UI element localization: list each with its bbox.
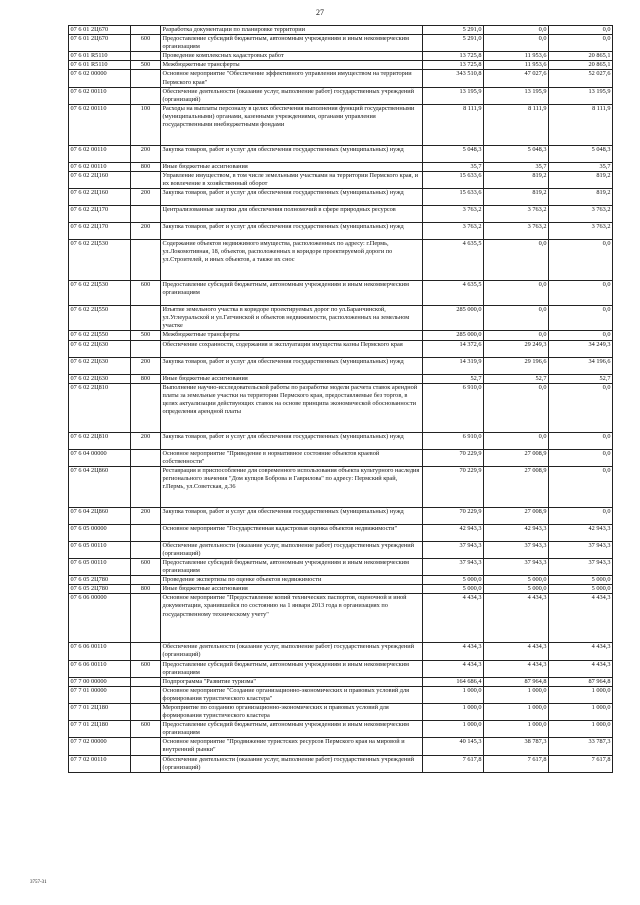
item-name: Обеспечение сохранности, содержания и эксплуатации имущества казны Пермского края <box>161 340 423 357</box>
item-name: Предоставление субсидий бюджетным, автономным учреждениям и иным некоммерческим организациям <box>161 35 423 52</box>
expense-type-code <box>131 643 161 660</box>
target-article-code: 07 6 04 2Ц860 <box>69 507 131 524</box>
target-article-code: 07 6 02 2Ц550 <box>69 306 131 331</box>
target-article-code: 07 6 02 2Ц170 <box>69 206 131 223</box>
expense-type-code: 200 <box>131 189 161 206</box>
amount-year-2: 42 943,3 <box>484 524 549 541</box>
amount-year-2: 1 000,0 <box>484 721 549 738</box>
amount-year-1: 4 434,3 <box>423 594 484 643</box>
target-article-code: 07 7 02 00110 <box>69 755 131 772</box>
table-row <box>69 162 613 171</box>
amount-year-3: 87 964,8 <box>549 677 613 686</box>
target-article-code: 07 6 02 00110 <box>69 162 131 171</box>
amount-year-3: 42 943,3 <box>549 524 613 541</box>
amount-year-2: 0,0 <box>484 432 549 449</box>
amount-year-1: 15 633,6 <box>423 171 484 188</box>
amount-year-1: 14 372,6 <box>423 340 484 357</box>
amount-year-2: 29 249,3 <box>484 340 549 357</box>
expense-type-code: 200 <box>131 357 161 374</box>
expense-type-code: 600 <box>131 558 161 575</box>
amount-year-1: 70 229,9 <box>423 507 484 524</box>
table-row <box>69 594 613 643</box>
amount-year-3: 37 943,3 <box>549 541 613 558</box>
item-name: Иные бюджетные ассигнования <box>161 585 423 594</box>
amount-year-1: 164 686,4 <box>423 677 484 686</box>
target-article-code: 07 7 01 00000 <box>69 686 131 703</box>
amount-year-1: 3 763,2 <box>423 206 484 223</box>
amount-year-2: 0,0 <box>484 306 549 331</box>
item-name: Изъятие земельного участка в коридоре проектируемых дорог по ул.Баранчинской, ул.Углеуральской и ул.Гатчинской и объектов недвижимости, расположенных на земельном участке <box>161 306 423 331</box>
item-name: Выполнение научно-исследовательской работы по разработке модели расчета ставок арендной платы за земельные участки на территории Пермского края, предоставляемые без торгов, в целях актуализации действующих ставок на основе принципа экономической обоснованности определения арендной платы <box>161 383 423 432</box>
expense-type-code <box>131 306 161 331</box>
amount-year-1: 285 000,0 <box>423 331 484 340</box>
amount-year-1: 343 510,8 <box>423 70 484 87</box>
amount-year-2: 38 787,3 <box>484 738 549 755</box>
item-name: Основное мероприятие "Продвижение туристских ресурсов Пермского края на мировой и внутренний рынки" <box>161 738 423 755</box>
table-row <box>69 61 613 70</box>
table-row <box>69 507 613 524</box>
amount-year-1: 70 229,9 <box>423 449 484 466</box>
amount-year-2: 0,0 <box>484 331 549 340</box>
table-row <box>69 35 613 52</box>
item-name: Закупка товаров, работ и услуг для обеспечения государственных (муниципальных) нужд <box>161 357 423 374</box>
amount-year-2: 37 943,3 <box>484 558 549 575</box>
item-name: Проведение комплексных кадастровых работ <box>161 52 423 61</box>
expense-type-code <box>131 206 161 223</box>
budget-table-body <box>69 26 613 773</box>
target-article-code: 07 6 02 2Ц160 <box>69 171 131 188</box>
item-name: Закупка товаров, работ и услуг для обеспечения государственных (муниципальных) нужд <box>161 189 423 206</box>
amount-year-2: 4 434,3 <box>484 594 549 643</box>
amount-year-1: 1 000,0 <box>423 686 484 703</box>
amount-year-3: 0,0 <box>549 383 613 432</box>
expense-type-code <box>131 576 161 585</box>
item-name: Основное мероприятие "Приведение в нормативное состояние объектов краевой собственности" <box>161 449 423 466</box>
amount-year-2: 37 943,3 <box>484 541 549 558</box>
amount-year-2: 0,0 <box>484 35 549 52</box>
amount-year-3: 33 787,3 <box>549 738 613 755</box>
item-name: Закупка товаров, работ и услуг для обеспечения государственных (муниципальных) нужд <box>161 432 423 449</box>
amount-year-3: 4 434,3 <box>549 660 613 677</box>
amount-year-2: 819,2 <box>484 189 549 206</box>
table-row <box>69 26 613 35</box>
target-article-code: 07 6 05 00110 <box>69 558 131 575</box>
target-article-code: 07 6 02 2Ц810 <box>69 383 131 432</box>
target-article-code: 07 6 02 2Ц160 <box>69 189 131 206</box>
expense-type-code <box>131 541 161 558</box>
table-row <box>69 52 613 61</box>
amount-year-3: 0,0 <box>549 432 613 449</box>
table-row <box>69 104 613 145</box>
amount-year-1: 5 291,0 <box>423 26 484 35</box>
expense-type-code <box>131 340 161 357</box>
amount-year-2: 27 008,9 <box>484 449 549 466</box>
target-article-code: 07 6 02 2Ц630 <box>69 374 131 383</box>
amount-year-3: 3 763,2 <box>549 223 613 240</box>
amount-year-3: 8 111,9 <box>549 104 613 145</box>
expense-type-code: 100 <box>131 104 161 145</box>
table-row <box>69 383 613 432</box>
amount-year-3: 0,0 <box>549 281 613 306</box>
expense-type-code <box>131 677 161 686</box>
amount-year-1: 4 635,5 <box>423 281 484 306</box>
amount-year-3: 1 000,0 <box>549 704 613 721</box>
amount-year-1: 5 048,3 <box>423 145 484 162</box>
item-name: Закупка товаров, работ и услуг для обеспечения государственных (муниципальных) нужд <box>161 223 423 240</box>
item-name: Мероприятие по созданию организационно-экономических и правовых условий для формирования туристического кластера <box>161 704 423 721</box>
amount-year-1: 5 291,0 <box>423 35 484 52</box>
item-name: Основное мероприятие "Предоставление копий технических паспортов, оценочной и иной документации, хранившейся по состоянию на 1 января 2013 года в организациях по государственному техническому учету" <box>161 594 423 643</box>
target-article-code: 07 6 02 2Ц630 <box>69 357 131 374</box>
item-name: Межбюджетные трансферты <box>161 61 423 70</box>
table-row <box>69 340 613 357</box>
expense-type-code <box>131 240 161 281</box>
target-article-code: 07 6 02 00000 <box>69 70 131 87</box>
amount-year-3: 20 865,1 <box>549 61 613 70</box>
item-name: Предоставление субсидий бюджетным, автономным учреждениям и иным некоммерческим организациям <box>161 558 423 575</box>
item-name: Управление имуществом, в том числе земельными участками на территории Пермского края, и их вовлечение в хозяйственный оборот <box>161 171 423 188</box>
amount-year-2: 0,0 <box>484 26 549 35</box>
table-row <box>69 331 613 340</box>
table-row <box>69 374 613 383</box>
target-article-code: 07 6 06 00110 <box>69 660 131 677</box>
item-name: Реставрация и приспособление для современного использования объекта культурного наследия регионального значения "Дом купцов Боброва и Гаврилова" по адресу: Пермский край, г.Пермь, ул.Советская, д.36 <box>161 466 423 507</box>
item-name: Расходы на выплаты персоналу в целях обеспечения выполнения функций государственными (муниципальными) органами, казенными учреждениями, органами управления государственными внебюджетными фондами <box>161 104 423 145</box>
item-name: Иные бюджетные ассигнования <box>161 162 423 171</box>
target-article-code: 07 6 05 2Ц780 <box>69 576 131 585</box>
table-row <box>69 704 613 721</box>
table-row <box>69 87 613 104</box>
table-row <box>69 432 613 449</box>
target-article-code: 07 6 02 00110 <box>69 104 131 145</box>
amount-year-1: 37 943,3 <box>423 541 484 558</box>
table-row <box>69 721 613 738</box>
amount-year-3: 4 434,3 <box>549 594 613 643</box>
page-number: 27 <box>316 8 324 17</box>
amount-year-3: 4 434,3 <box>549 643 613 660</box>
amount-year-2: 47 027,6 <box>484 70 549 87</box>
expense-type-code: 600 <box>131 35 161 52</box>
amount-year-2: 29 196,6 <box>484 357 549 374</box>
amount-year-1: 1 000,0 <box>423 704 484 721</box>
amount-year-3: 819,2 <box>549 171 613 188</box>
item-name: Предоставление субсидий бюджетным, автономным учреждениям и иным некоммерческим организациям <box>161 721 423 738</box>
item-name: Подпрограмма "Развитие туризма" <box>161 677 423 686</box>
table-row <box>69 755 613 772</box>
expense-type-code <box>131 755 161 772</box>
footer-code: 3757-31 <box>30 880 47 885</box>
target-article-code: 07 7 01 2Ц180 <box>69 721 131 738</box>
amount-year-2: 1 000,0 <box>484 686 549 703</box>
amount-year-2: 0,0 <box>484 281 549 306</box>
amount-year-1: 13 725,8 <box>423 61 484 70</box>
item-name: Межбюджетные трансферты <box>161 331 423 340</box>
expense-type-code <box>131 738 161 755</box>
table-row <box>69 145 613 162</box>
expense-type-code: 200 <box>131 507 161 524</box>
item-name: Иные бюджетные ассигнования <box>161 374 423 383</box>
amount-year-3: 5 048,3 <box>549 145 613 162</box>
amount-year-1: 15 633,6 <box>423 189 484 206</box>
expense-type-code: 500 <box>131 61 161 70</box>
target-article-code: 07 6 05 2Ц780 <box>69 585 131 594</box>
amount-year-2: 52,7 <box>484 374 549 383</box>
amount-year-1: 37 943,3 <box>423 558 484 575</box>
table-row <box>69 281 613 306</box>
amount-year-3: 37 943,3 <box>549 558 613 575</box>
amount-year-3: 7 617,8 <box>549 755 613 772</box>
expense-type-code <box>131 52 161 61</box>
expense-type-code: 600 <box>131 660 161 677</box>
table-row <box>69 541 613 558</box>
item-name: Обеспечение деятельности (оказание услуг, выполнение работ) государственных учреждений (организаций) <box>161 755 423 772</box>
amount-year-3: 1 000,0 <box>549 721 613 738</box>
item-name: Разработка документации по планировке территории <box>161 26 423 35</box>
amount-year-3: 0,0 <box>549 331 613 340</box>
amount-year-2: 4 434,3 <box>484 643 549 660</box>
target-article-code: 07 6 02 2Ц530 <box>69 281 131 306</box>
item-name: Централизованные закупки для обеспечения полномочий в сфере природных ресурсов <box>161 206 423 223</box>
table-row <box>69 660 613 677</box>
amount-year-3: 52 027,6 <box>549 70 613 87</box>
expense-type-code: 800 <box>131 585 161 594</box>
amount-year-3: 13 195,9 <box>549 87 613 104</box>
amount-year-2: 27 008,9 <box>484 507 549 524</box>
amount-year-3: 20 865,1 <box>549 52 613 61</box>
amount-year-2: 0,0 <box>484 240 549 281</box>
amount-year-1: 52,7 <box>423 374 484 383</box>
amount-year-2: 3 763,2 <box>484 206 549 223</box>
amount-year-3: 1 000,0 <box>549 686 613 703</box>
table-row <box>69 524 613 541</box>
amount-year-1: 42 943,3 <box>423 524 484 541</box>
amount-year-1: 13 725,8 <box>423 52 484 61</box>
amount-year-2: 35,7 <box>484 162 549 171</box>
target-article-code: 07 6 02 2Ц810 <box>69 432 131 449</box>
amount-year-2: 1 000,0 <box>484 704 549 721</box>
table-row <box>69 677 613 686</box>
expense-type-code <box>131 383 161 432</box>
amount-year-1: 35,7 <box>423 162 484 171</box>
item-name: Содержание объектов недвижимого имущества, расположенных по адресу: г.Пермь, ул.Локомотивная, 18, объектов, расположенных в коридоре проектируемой дороги по ул.Строителей, и иных объектов, а также их снос <box>161 240 423 281</box>
amount-year-3: 35,7 <box>549 162 613 171</box>
table-row <box>69 466 613 507</box>
amount-year-3: 0,0 <box>549 306 613 331</box>
expense-type-code: 800 <box>131 374 161 383</box>
amount-year-3: 34 249,3 <box>549 340 613 357</box>
amount-year-1: 8 111,9 <box>423 104 484 145</box>
budget-table <box>68 25 613 773</box>
target-article-code: 07 6 06 00000 <box>69 594 131 643</box>
target-article-code: 07 6 02 2Ц530 <box>69 240 131 281</box>
table-row <box>69 738 613 755</box>
expense-type-code <box>131 70 161 87</box>
item-name: Предоставление субсидий бюджетным, автономным учреждениям и иным некоммерческим организациям <box>161 281 423 306</box>
target-article-code: 07 6 04 2Ц860 <box>69 466 131 507</box>
item-name: Основное мероприятие "Обеспечение эффективного управления имуществом на территории Пермского края" <box>161 70 423 87</box>
amount-year-3: 0,0 <box>549 35 613 52</box>
amount-year-1: 5 000,0 <box>423 585 484 594</box>
amount-year-2: 87 964,8 <box>484 677 549 686</box>
amount-year-3: 0,0 <box>549 26 613 35</box>
amount-year-1: 14 319,9 <box>423 357 484 374</box>
expense-type-code: 800 <box>131 162 161 171</box>
target-article-code: 07 6 01 R5110 <box>69 61 131 70</box>
target-article-code: 07 6 01 2Ц670 <box>69 26 131 35</box>
table-row <box>69 223 613 240</box>
item-name: Основное мероприятие "Создание организационно-экономических и правовых условий для формирования туристического кластера" <box>161 686 423 703</box>
expense-type-code <box>131 449 161 466</box>
amount-year-3: 34 196,6 <box>549 357 613 374</box>
item-name: Проведение экспертизы по оценке объектов недвижимости <box>161 576 423 585</box>
item-name: Предоставление субсидий бюджетным, автономным учреждениям и иным некоммерческим организациям <box>161 660 423 677</box>
target-article-code: 07 7 00 00000 <box>69 677 131 686</box>
target-article-code: 07 6 02 00110 <box>69 145 131 162</box>
amount-year-1: 1 000,0 <box>423 721 484 738</box>
item-name: Обеспечение деятельности (оказание услуг, выполнение работ) государственных учреждений (организаций) <box>161 87 423 104</box>
expense-type-code <box>131 466 161 507</box>
target-article-code: 07 6 06 00110 <box>69 643 131 660</box>
table-row <box>69 558 613 575</box>
amount-year-3: 0,0 <box>549 507 613 524</box>
amount-year-1: 13 195,9 <box>423 87 484 104</box>
expense-type-code <box>131 87 161 104</box>
amount-year-1: 3 763,2 <box>423 223 484 240</box>
item-name: Обеспечение деятельности (оказание услуг, выполнение работ) государственных учреждений (организаций) <box>161 643 423 660</box>
target-article-code: 07 6 05 00000 <box>69 524 131 541</box>
target-article-code: 07 6 04 00000 <box>69 449 131 466</box>
amount-year-1: 7 617,8 <box>423 755 484 772</box>
amount-year-1: 4 434,3 <box>423 660 484 677</box>
amount-year-2: 5 000,0 <box>484 576 549 585</box>
item-name: Основное мероприятие "Государственная кадастровая оценка объектов недвижимости" <box>161 524 423 541</box>
amount-year-1: 4 635,5 <box>423 240 484 281</box>
expense-type-code <box>131 594 161 643</box>
amount-year-2: 5 000,0 <box>484 585 549 594</box>
item-name: Закупка товаров, работ и услуг для обеспечения государственных (муниципальных) нужд <box>161 145 423 162</box>
amount-year-1: 6 910,0 <box>423 383 484 432</box>
expense-type-code <box>131 704 161 721</box>
expense-type-code <box>131 171 161 188</box>
amount-year-1: 285 000,0 <box>423 306 484 331</box>
amount-year-2: 819,2 <box>484 171 549 188</box>
amount-year-3: 0,0 <box>549 240 613 281</box>
amount-year-1: 5 000,0 <box>423 576 484 585</box>
amount-year-2: 4 434,3 <box>484 660 549 677</box>
amount-year-2: 5 048,3 <box>484 145 549 162</box>
target-article-code: 07 6 01 R5110 <box>69 52 131 61</box>
target-article-code: 07 6 02 00110 <box>69 87 131 104</box>
amount-year-3: 0,0 <box>549 449 613 466</box>
target-article-code: 07 7 01 2Ц180 <box>69 704 131 721</box>
amount-year-3: 5 000,0 <box>549 576 613 585</box>
table-row <box>69 449 613 466</box>
table-row <box>69 686 613 703</box>
amount-year-1: 40 145,3 <box>423 738 484 755</box>
expense-type-code <box>131 524 161 541</box>
amount-year-3: 819,2 <box>549 189 613 206</box>
amount-year-1: 6 910,0 <box>423 432 484 449</box>
expense-type-code: 200 <box>131 432 161 449</box>
amount-year-3: 5 000,0 <box>549 585 613 594</box>
amount-year-2: 3 763,2 <box>484 223 549 240</box>
amount-year-2: 8 111,9 <box>484 104 549 145</box>
amount-year-2: 0,0 <box>484 383 549 432</box>
target-article-code: 07 6 01 2Ц670 <box>69 35 131 52</box>
expense-type-code <box>131 26 161 35</box>
expense-type-code <box>131 686 161 703</box>
table-row <box>69 643 613 660</box>
amount-year-2: 11 953,6 <box>484 61 549 70</box>
target-article-code: 07 6 02 2Ц170 <box>69 223 131 240</box>
expense-type-code: 600 <box>131 721 161 738</box>
amount-year-3: 52,7 <box>549 374 613 383</box>
amount-year-2: 11 953,6 <box>484 52 549 61</box>
amount-year-1: 4 434,3 <box>423 643 484 660</box>
table-row <box>69 206 613 223</box>
table-row <box>69 306 613 331</box>
table-row <box>69 240 613 281</box>
table-row <box>69 171 613 188</box>
table-row <box>69 189 613 206</box>
table-row <box>69 585 613 594</box>
table-row <box>69 357 613 374</box>
expense-type-code: 200 <box>131 145 161 162</box>
target-article-code: 07 7 02 00000 <box>69 738 131 755</box>
amount-year-2: 13 195,9 <box>484 87 549 104</box>
table-row <box>69 70 613 87</box>
expense-type-code: 600 <box>131 281 161 306</box>
amount-year-3: 0,0 <box>549 466 613 507</box>
amount-year-2: 27 008,9 <box>484 466 549 507</box>
amount-year-3: 3 763,2 <box>549 206 613 223</box>
target-article-code: 07 6 02 2Ц630 <box>69 340 131 357</box>
item-name: Обеспечение деятельности (оказание услуг, выполнение работ) государственных учреждений (организаций) <box>161 541 423 558</box>
amount-year-1: 70 229,9 <box>423 466 484 507</box>
target-article-code: 07 6 05 00110 <box>69 541 131 558</box>
expense-type-code: 500 <box>131 331 161 340</box>
target-article-code: 07 6 02 2Ц550 <box>69 331 131 340</box>
table-row <box>69 576 613 585</box>
expense-type-code: 200 <box>131 223 161 240</box>
item-name: Закупка товаров, работ и услуг для обеспечения государственных (муниципальных) нужд <box>161 507 423 524</box>
amount-year-2: 7 617,8 <box>484 755 549 772</box>
